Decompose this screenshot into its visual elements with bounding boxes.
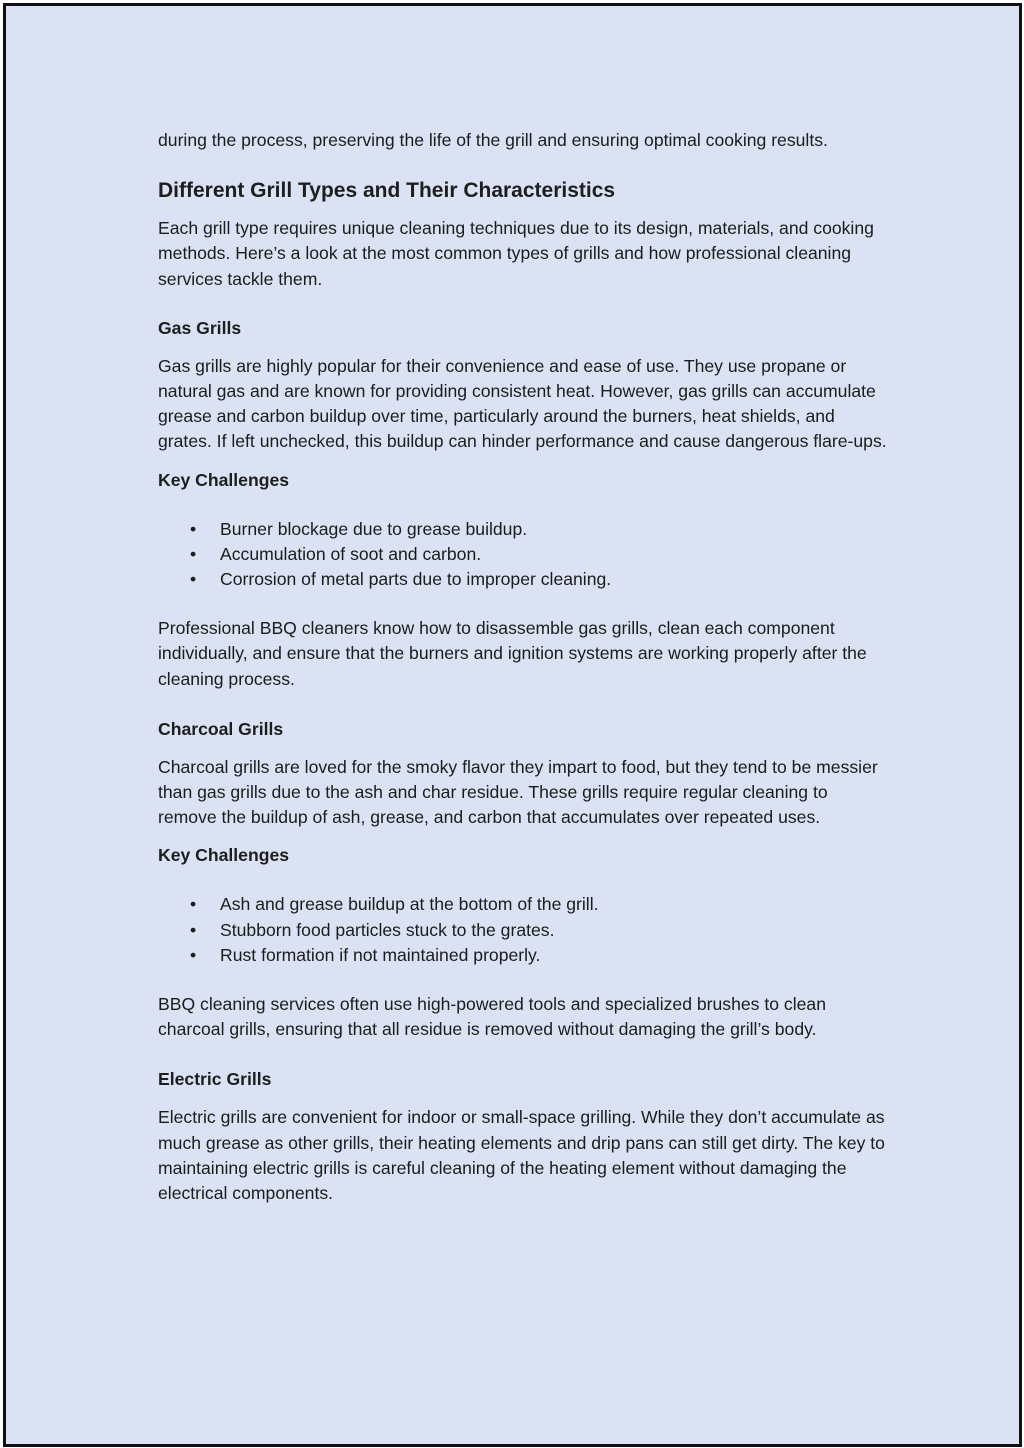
charcoal-grills-closing: BBQ cleaning services often use high-powered tools and specialized brushes to clean charcoal grills, ensuring that all residue is removed without damaging the grill’s body.: [158, 994, 826, 1040]
gas-challenges-list: [158, 517, 888, 593]
bullet-icon: •: [190, 569, 197, 590]
list-item: • Burner blockage due to grease buildup.: [220, 517, 888, 542]
section-heading: Different Grill Types and Their Characteristics: [158, 179, 616, 203]
list-item: • Ash and grease buildup at the bottom of the grill.: [220, 892, 888, 917]
list-item: • Rust formation if not maintained properly.: [220, 943, 888, 968]
electric-grills-heading: Electric Grills: [158, 1069, 272, 1090]
gas-grills-heading: Gas Grills: [158, 317, 242, 338]
gas-challenges-heading: Key Challenges: [158, 469, 290, 490]
intro-continuation: during the process, preserving the life of the grill and ensuring optimal cooking results.: [158, 130, 828, 150]
list-item: • Accumulation of soot and carbon.: [220, 542, 888, 567]
bullet-icon: •: [190, 919, 197, 940]
section-intro: Each grill type requires unique cleaning techniques due to its design, materials, and cooking methods. Here’s a look at the most common types of grills and how professional cleaning services tackle them.: [158, 218, 874, 289]
charcoal-grills-heading: Charcoal Grills: [158, 718, 284, 739]
charcoal-challenges-heading: Key Challenges: [158, 845, 290, 866]
bullet-icon: •: [190, 894, 197, 915]
page-content: [158, 128, 888, 1206]
electric-grills-body: Electric grills are convenient for indoor or small-space grilling. While they don’t accumulate as much grease as other grills, their heating elements and drip pans can still get dirty. The key to maintaining electric grills is careful cleaning of the heating element without damaging the electrical components.: [158, 1107, 885, 1204]
charcoal-challenges-list: [158, 892, 888, 968]
document-page: [3, 3, 1022, 1447]
bullet-icon: •: [190, 944, 197, 965]
bullet-icon: •: [190, 543, 197, 564]
gas-grills-body: Gas grills are highly popular for their convenience and ease of use. They use propane or natural gas and are known for providing consistent heat. However, gas grills can accumulate grease and carbon buildup over time, particularly around the burners, heat shields, and grates. If left unchecked, this buildup can hinder performance and cause dangerous flare-ups.: [158, 355, 887, 452]
list-item: • Corrosion of metal parts due to improper cleaning.: [220, 567, 888, 592]
charcoal-grills-body: Charcoal grills are loved for the smoky flavor they impart to food, but they tend to be messier than gas grills due to the ash and char residue. These grills require regular cleaning to remove the buildup of ash, grease, and carbon that accumulates over repeated uses.: [158, 756, 878, 828]
list-item: • Stubborn food particles stuck to the grates.: [220, 918, 888, 943]
gas-grills-closing: Professional BBQ cleaners know how to disassemble gas grills, clean each component individually, and ensure that the burners and ignition systems are working properly after the cleaning process.: [158, 618, 867, 689]
bullet-icon: •: [190, 518, 197, 539]
